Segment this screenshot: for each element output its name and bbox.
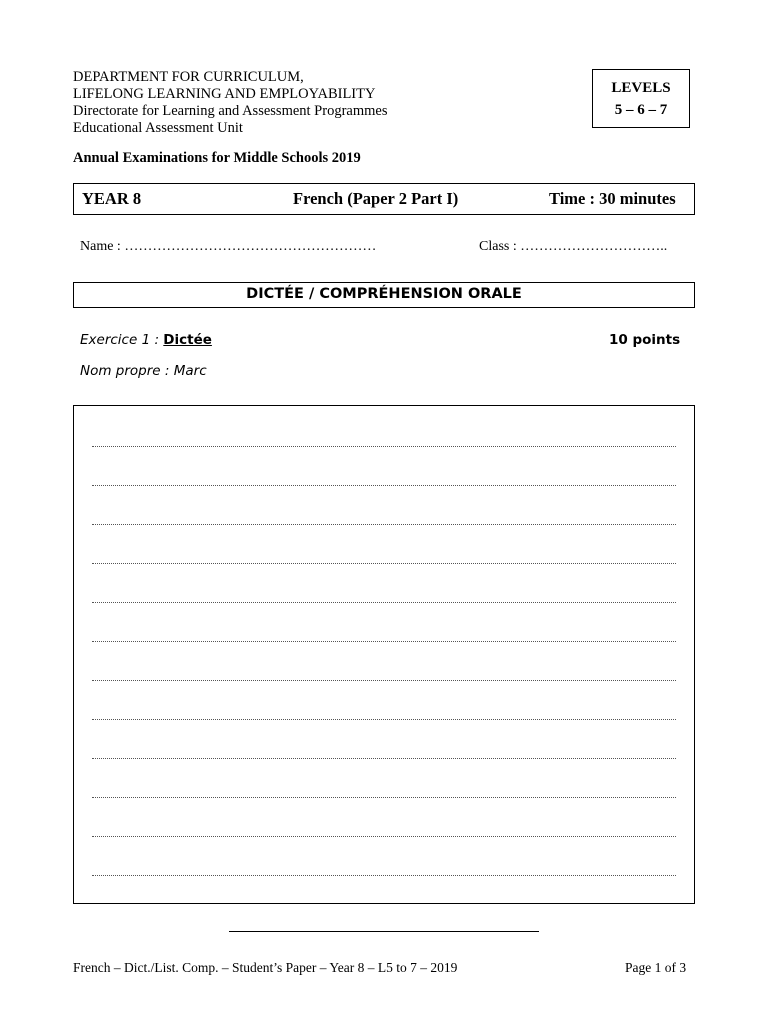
exercise-heading [80, 332, 212, 348]
writing-line [92, 875, 676, 876]
time-label: Time : 30 minutes [549, 189, 676, 208]
directorate-name: Directorate for Learning and Assessment Programmes [73, 103, 388, 119]
levels-label: LEVELS [611, 80, 671, 96]
writing-line [92, 563, 676, 564]
writing-line [92, 758, 676, 759]
page-number: Page 1 of 3 [625, 960, 687, 975]
footer-document-info: French – Dict./List. Comp. – Student’s Paper – Year 8 – L5 to 7 – 2019 [73, 960, 458, 975]
section-title: DICTÉE / COMPRÉHENSION ORALE [73, 282, 695, 308]
writing-line [92, 485, 676, 486]
proper-noun-note: Nom propre : Marc [80, 363, 207, 379]
writing-line [92, 680, 676, 681]
writing-line [92, 719, 676, 720]
footer-divider [229, 931, 539, 932]
writing-line [92, 641, 676, 642]
exercise-title: Dictée [163, 332, 212, 348]
exercise-points: 10 points [609, 332, 681, 348]
writing-line [92, 446, 676, 447]
department-name-line-2: LIFELONG LEARNING AND EMPLOYABILITY [73, 86, 376, 102]
levels-value: 5 – 6 – 7 [614, 102, 668, 118]
student-name-field: Name : ……………………………………………… [80, 239, 377, 254]
exam-info-box [73, 183, 695, 215]
department-name-line-1: DEPARTMENT FOR CURRICULUM, [73, 69, 304, 85]
year-label: YEAR 8 [82, 189, 142, 208]
subject-label: French (Paper 2 Part I) [293, 189, 459, 208]
writing-line [92, 524, 676, 525]
writing-line [92, 797, 676, 798]
unit-name: Educational Assessment Unit [73, 120, 243, 136]
dictation-writing-area [73, 405, 695, 904]
exam-title: Annual Examinations for Middle Schools 2019 [73, 150, 361, 166]
writing-line [92, 836, 676, 837]
writing-line [92, 602, 676, 603]
student-class-field: Class : ………………………….. [479, 239, 668, 254]
levels-box [592, 69, 690, 128]
exercise-prefix: Exercice 1 : [80, 332, 164, 348]
